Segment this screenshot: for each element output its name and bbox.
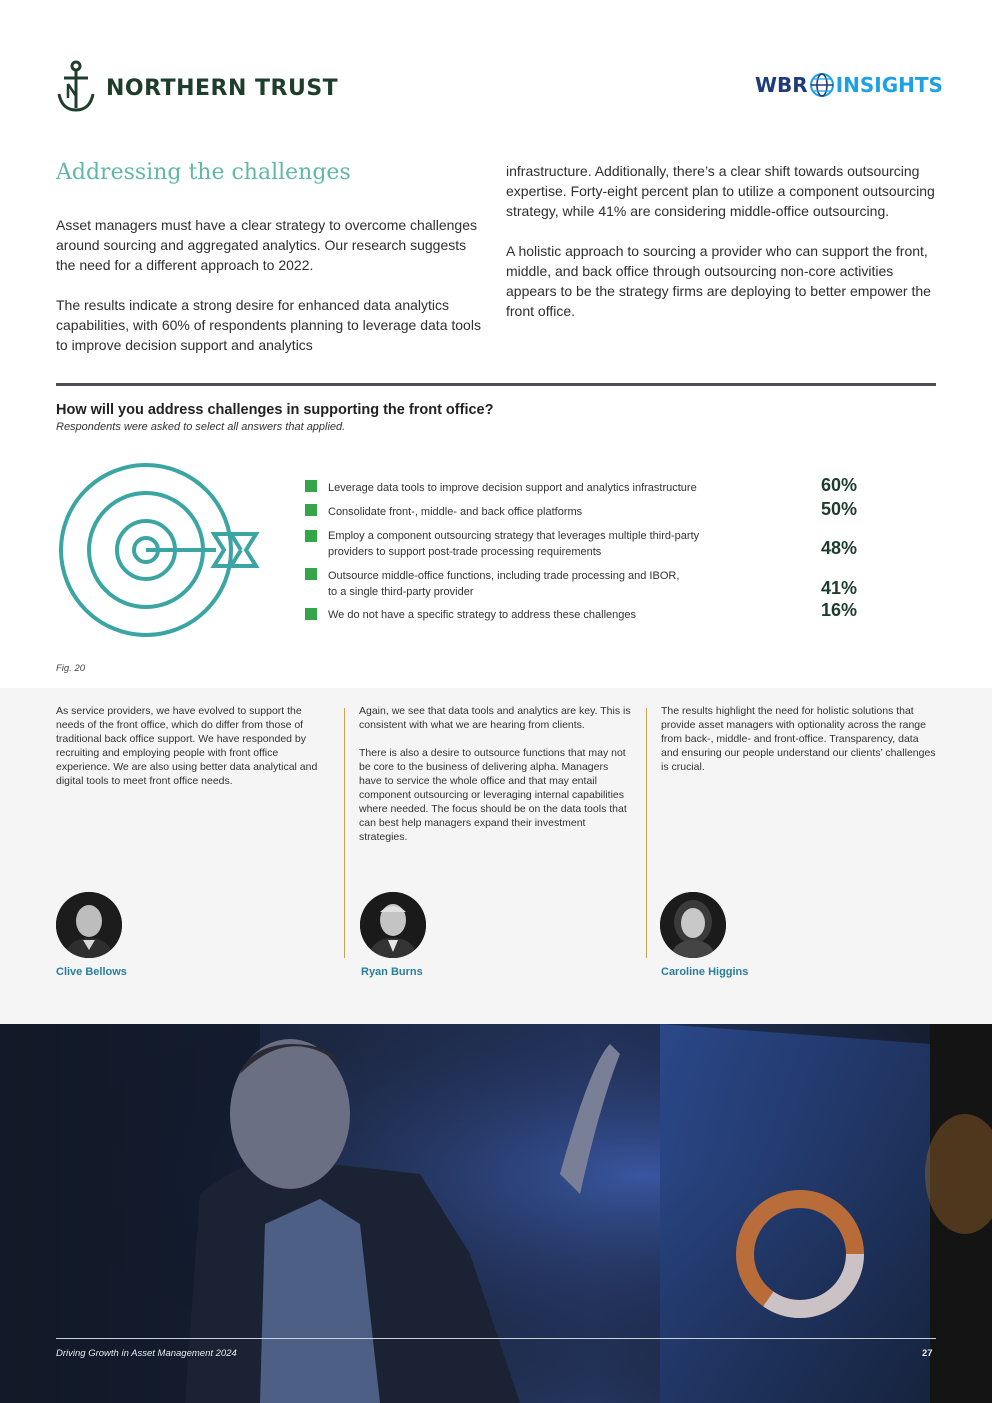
northern-trust-wordmark: NORTHERN TRUST	[106, 75, 339, 101]
quote-paragraph: Again, we see that data tools and analytics are key. This is consistent with what we are hearing from clients.	[359, 705, 631, 731]
result-label-line: to a single third-party provider	[328, 586, 474, 598]
result-value: 41%	[820, 578, 857, 598]
hero-photo	[0, 1024, 992, 1403]
survey-question: How will you address challenges in supporting the front office?	[56, 402, 494, 418]
result-label	[328, 568, 758, 600]
intro-paragraph: infrastructure. Additionally, there’s a clear shift towards outsourcing expertise. Forty-eight percent plan to utilize a component outsourcing strategy, while 41% are considering middle-office outsourcing.	[506, 163, 935, 219]
quote-paragraph: There is also a desire to outsource functions that may not be core to the business of delivering alpha. Managers have to service the whole office and that may entail component outsourcing or leveraging internal capabilities where needed. The focus should be on the data tools that can best help managers expand their investment strategies.	[359, 747, 627, 843]
result-label-line: Leverage data tools to improve decision support and analytics infrastructure	[328, 482, 697, 494]
quote-paragraph: The results highlight the need for holistic solutions that provide asset managers with optionality across the range from back-, middle- and front-office. Transparency, data and ensuring our people understand our clients’ challenges is crucial.	[661, 705, 936, 773]
avatar	[56, 892, 122, 958]
person-photo	[56, 892, 122, 958]
avatar	[360, 892, 426, 958]
result-label-line: Outsource middle-office functions, including trade processing and IBOR,	[328, 570, 680, 582]
legend-marker	[305, 530, 317, 542]
person-name: Caroline Higgins	[661, 966, 749, 978]
figure-label: Fig. 20	[56, 663, 86, 674]
intro-paragraph: Asset managers must have a clear strategy to overcome challenges around sourcing and aggregated analytics. Our research suggests the need for a different approach to 2022.	[56, 217, 477, 273]
quote-caroline-higgins	[661, 704, 937, 788]
intro-column-right	[506, 161, 936, 341]
quote-clive-bellows	[56, 704, 324, 802]
result-value: 60%	[820, 475, 857, 495]
quote-divider	[344, 708, 345, 958]
survey-subtitle: Respondents were asked to select all answers that applied.	[56, 421, 346, 433]
quote-ryan-burns	[359, 704, 633, 858]
globe-icon	[809, 72, 835, 98]
legend-marker	[305, 568, 317, 580]
footer-title: Driving Growth in Asset Management 2024	[56, 1348, 237, 1359]
result-label	[328, 480, 758, 496]
result-value: 50%	[820, 499, 857, 519]
wbr-insights-logo	[755, 72, 943, 98]
result-label	[328, 607, 758, 623]
northern-trust-logo	[56, 60, 338, 116]
person-name: Ryan Burns	[361, 966, 423, 978]
result-value: 16%	[820, 600, 857, 620]
anchor-icon	[56, 60, 96, 116]
result-label	[328, 504, 758, 520]
quote-paragraph: As service providers, we have evolved to support the needs of the front office, which do differ from those of traditional back office support. We have responded by recruiting and employing people with front office experience. We are also using better data analytical and digital tools to meet front office needs.	[56, 705, 318, 787]
intro-column-left	[56, 215, 486, 375]
result-label-line: Consolidate front-, middle- and back office platforms	[328, 506, 583, 518]
legend-marker	[305, 504, 317, 516]
analyst-at-screen-image	[0, 1024, 992, 1403]
legend-marker	[305, 480, 317, 492]
page-number: 27	[922, 1348, 933, 1359]
result-value: 48%	[820, 538, 857, 558]
wbr-wordmark: WBR	[755, 73, 808, 97]
intro-paragraph: A holistic approach to sourcing a provider who can support the front, middle, and back office through outsourcing non-core activities appears to be the strategy firms are deploying to better empower the front office.	[506, 243, 931, 319]
intro-paragraph: The results indicate a strong desire for enhanced data analytics capabilities, with 60% of respondents planning to leverage data tools to improve decision support and analytics	[56, 297, 481, 353]
result-label-line: Employ a component outsourcing strategy that leverages multiple third-party	[328, 530, 700, 542]
quote-divider	[646, 708, 647, 958]
avatar	[660, 892, 726, 958]
legend-marker	[305, 608, 317, 620]
result-label	[328, 528, 758, 560]
target-icon	[56, 462, 266, 642]
insights-wordmark: INSIGHTS	[835, 73, 943, 97]
person-name: Clive Bellows	[56, 966, 127, 978]
section-heading: Addressing the challenges	[56, 160, 351, 185]
person-photo	[360, 892, 426, 958]
footer-divider	[56, 1338, 936, 1339]
person-photo	[660, 892, 726, 958]
section-divider	[56, 383, 936, 386]
result-label-line: providers to support post-trade processing requirements	[328, 546, 602, 558]
result-label-line: We do not have a specific strategy to address these challenges	[328, 609, 636, 621]
